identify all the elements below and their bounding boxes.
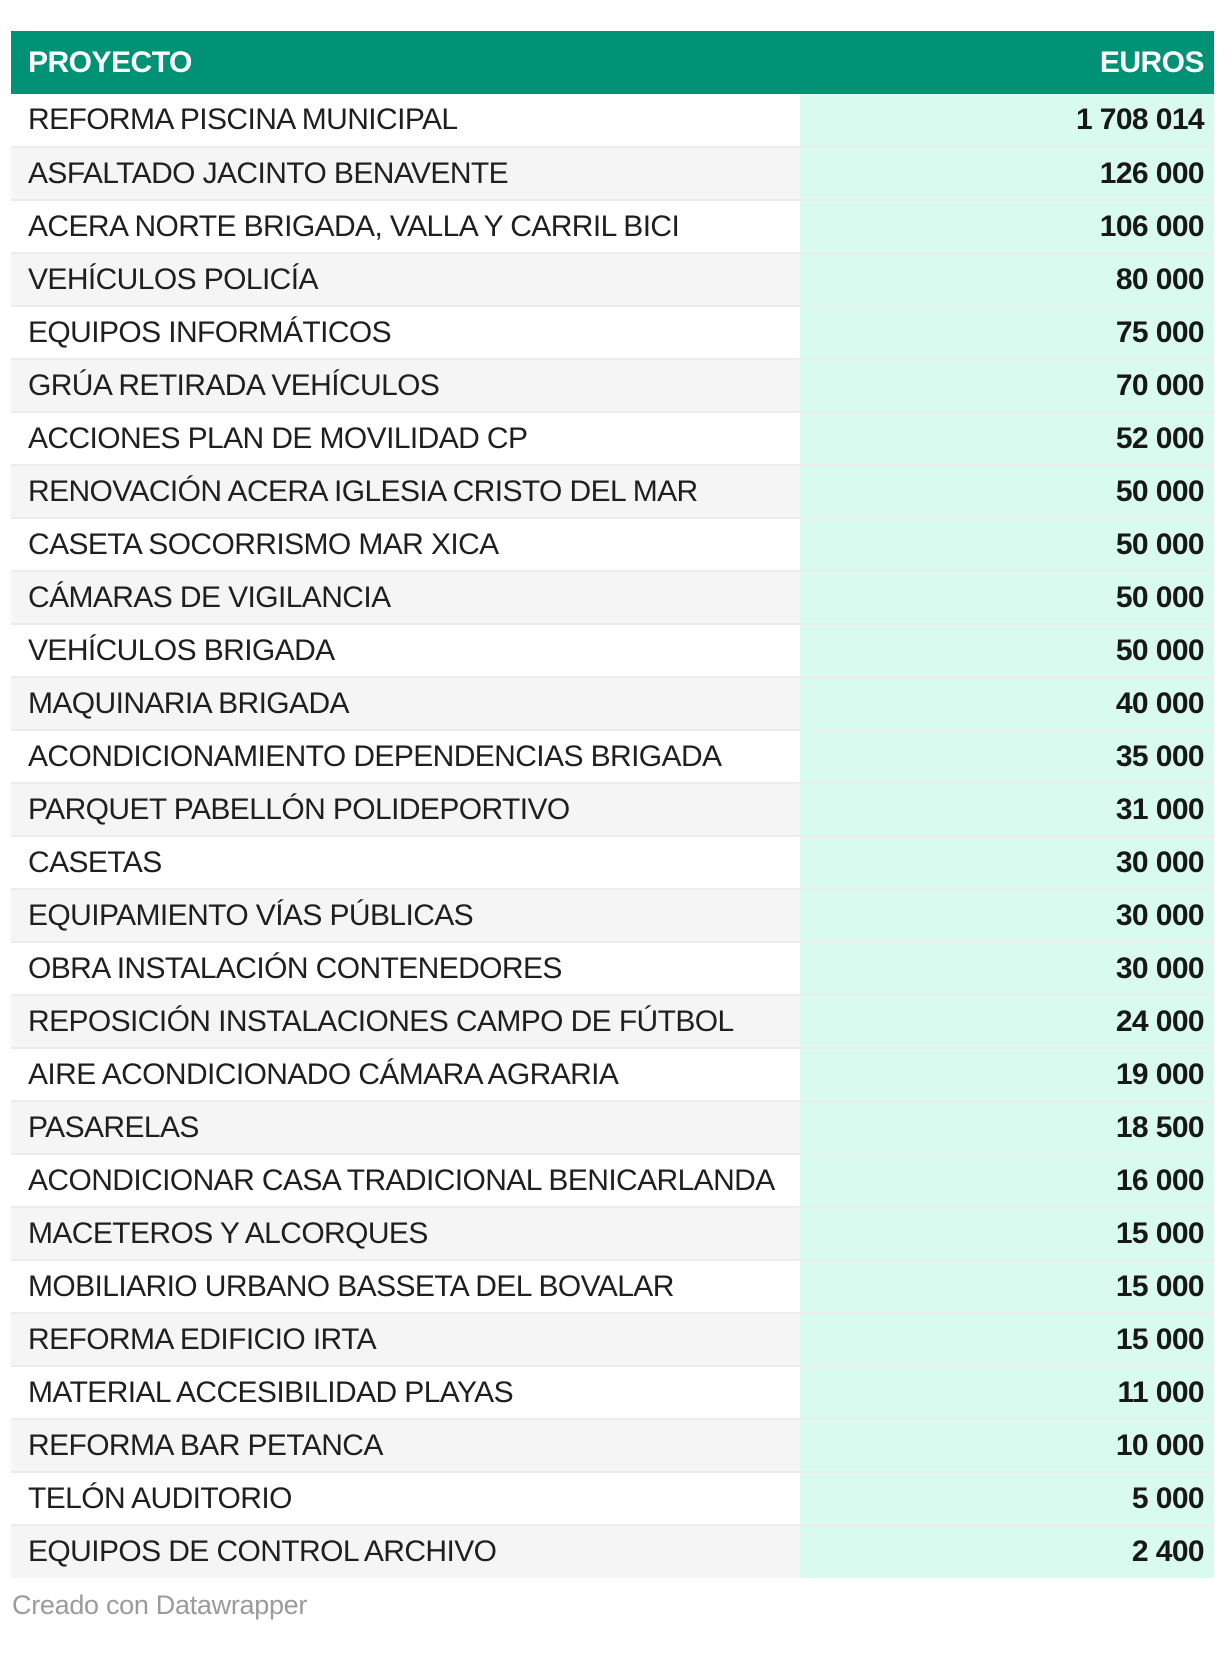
table-row bbox=[11, 1207, 1214, 1260]
euros-cell: 106 000 bbox=[800, 200, 1214, 253]
project-cell: REFORMA EDIFICIO IRTA bbox=[11, 1313, 800, 1366]
euros-cell: 18 500 bbox=[800, 1101, 1214, 1154]
project-cell: EQUIPAMIENTO VÍAS PÚBLICAS bbox=[11, 889, 800, 942]
project-cell: EQUIPOS DE CONTROL ARCHIVO bbox=[11, 1525, 800, 1578]
header-row bbox=[11, 31, 1214, 94]
table-row bbox=[11, 1472, 1214, 1525]
project-cell: PASARELAS bbox=[11, 1101, 800, 1154]
table-row bbox=[11, 465, 1214, 518]
euros-cell: 126 000 bbox=[800, 147, 1214, 200]
euros-cell: 50 000 bbox=[800, 465, 1214, 518]
project-cell: PARQUET PABELLÓN POLIDEPORTIVO bbox=[11, 783, 800, 836]
project-cell: GRÚA RETIRADA VEHÍCULOS bbox=[11, 359, 800, 412]
table-row bbox=[11, 836, 1214, 889]
project-cell: MATERIAL ACCESIBILIDAD PLAYAS bbox=[11, 1366, 800, 1419]
table-row bbox=[11, 783, 1214, 836]
table-row bbox=[11, 412, 1214, 465]
project-cell: MOBILIARIO URBANO BASSETA DEL BOVALAR bbox=[11, 1260, 800, 1313]
table-row bbox=[11, 1048, 1214, 1101]
euros-cell: 2 400 bbox=[800, 1525, 1214, 1578]
table-row bbox=[11, 1525, 1214, 1578]
project-cell: REFORMA PISCINA MUNICIPAL bbox=[11, 94, 800, 147]
euros-cell: 5 000 bbox=[800, 1472, 1214, 1525]
project-cell: RENOVACIÓN ACERA IGLESIA CRISTO DEL MAR bbox=[11, 465, 800, 518]
euros-cell: 24 000 bbox=[800, 995, 1214, 1048]
euros-cell: 75 000 bbox=[800, 306, 1214, 359]
euros-cell: 11 000 bbox=[800, 1366, 1214, 1419]
datawrapper-credit-link[interactable]: Creado con Datawrapper bbox=[12, 1590, 308, 1620]
table-row bbox=[11, 730, 1214, 783]
column-header-euros: EUROS bbox=[800, 31, 1214, 94]
project-cell: MACETEROS Y ALCORQUES bbox=[11, 1207, 800, 1260]
table-row bbox=[11, 1366, 1214, 1419]
euros-cell: 80 000 bbox=[800, 253, 1214, 306]
euros-cell: 16 000 bbox=[800, 1154, 1214, 1207]
table-row bbox=[11, 889, 1214, 942]
project-cell: AIRE ACONDICIONADO CÁMARA AGRARIA bbox=[11, 1048, 800, 1101]
euros-cell: 30 000 bbox=[800, 889, 1214, 942]
euros-cell: 30 000 bbox=[800, 836, 1214, 889]
euros-cell: 10 000 bbox=[800, 1419, 1214, 1472]
euros-cell: 50 000 bbox=[800, 624, 1214, 677]
table-row bbox=[11, 624, 1214, 677]
project-cell: ACERA NORTE BRIGADA, VALLA Y CARRIL BICI bbox=[11, 200, 800, 253]
euros-cell: 35 000 bbox=[800, 730, 1214, 783]
table-row bbox=[11, 677, 1214, 730]
euros-cell: 15 000 bbox=[800, 1260, 1214, 1313]
project-cell: ASFALTADO JACINTO BENAVENTE bbox=[11, 147, 800, 200]
project-cell: TELÓN AUDITORIO bbox=[11, 1472, 800, 1525]
table-body bbox=[11, 94, 1214, 1578]
table-row bbox=[11, 94, 1214, 147]
table-row bbox=[11, 571, 1214, 624]
project-cell: REFORMA BAR PETANCA bbox=[11, 1419, 800, 1472]
project-cell: OBRA INSTALACIÓN CONTENEDORES bbox=[11, 942, 800, 995]
datawrapper-table-widget bbox=[11, 31, 1214, 1621]
euros-cell: 19 000 bbox=[800, 1048, 1214, 1101]
project-cell: CÁMARAS DE VIGILANCIA bbox=[11, 571, 800, 624]
projects-table bbox=[11, 31, 1214, 1578]
table-row bbox=[11, 1419, 1214, 1472]
project-cell: EQUIPOS INFORMÁTICOS bbox=[11, 306, 800, 359]
table-row bbox=[11, 995, 1214, 1048]
euros-cell: 40 000 bbox=[800, 677, 1214, 730]
euros-cell: 30 000 bbox=[800, 942, 1214, 995]
project-cell: ACCIONES PLAN DE MOVILIDAD CP bbox=[11, 412, 800, 465]
column-header-proyecto: PROYECTO bbox=[11, 31, 800, 94]
table-row bbox=[11, 1260, 1214, 1313]
euros-cell: 15 000 bbox=[800, 1313, 1214, 1366]
table-row bbox=[11, 147, 1214, 200]
table-row bbox=[11, 253, 1214, 306]
table-row bbox=[11, 306, 1214, 359]
table-row bbox=[11, 200, 1214, 253]
table-row bbox=[11, 1101, 1214, 1154]
table-row bbox=[11, 942, 1214, 995]
table-row bbox=[11, 359, 1214, 412]
euros-cell: 52 000 bbox=[800, 412, 1214, 465]
table-row bbox=[11, 518, 1214, 571]
euros-cell: 31 000 bbox=[800, 783, 1214, 836]
euros-cell: 50 000 bbox=[800, 571, 1214, 624]
euros-cell: 50 000 bbox=[800, 518, 1214, 571]
table-row bbox=[11, 1154, 1214, 1207]
project-cell: CASETAS bbox=[11, 836, 800, 889]
euros-cell: 70 000 bbox=[800, 359, 1214, 412]
euros-cell: 15 000 bbox=[800, 1207, 1214, 1260]
project-cell: ACONDICIONAMIENTO DEPENDENCIAS BRIGADA bbox=[11, 730, 800, 783]
project-cell: VEHÍCULOS BRIGADA bbox=[11, 624, 800, 677]
project-cell: MAQUINARIA BRIGADA bbox=[11, 677, 800, 730]
euros-cell: 1 708 014 bbox=[800, 94, 1214, 147]
project-cell: CASETA SOCORRISMO MAR XICA bbox=[11, 518, 800, 571]
project-cell: REPOSICIÓN INSTALACIONES CAMPO DE FÚTBOL bbox=[11, 995, 800, 1048]
project-cell: VEHÍCULOS POLICÍA bbox=[11, 253, 800, 306]
project-cell: ACONDICIONAR CASA TRADICIONAL BENICARLANDA bbox=[11, 1154, 800, 1207]
table-row bbox=[11, 1313, 1214, 1366]
